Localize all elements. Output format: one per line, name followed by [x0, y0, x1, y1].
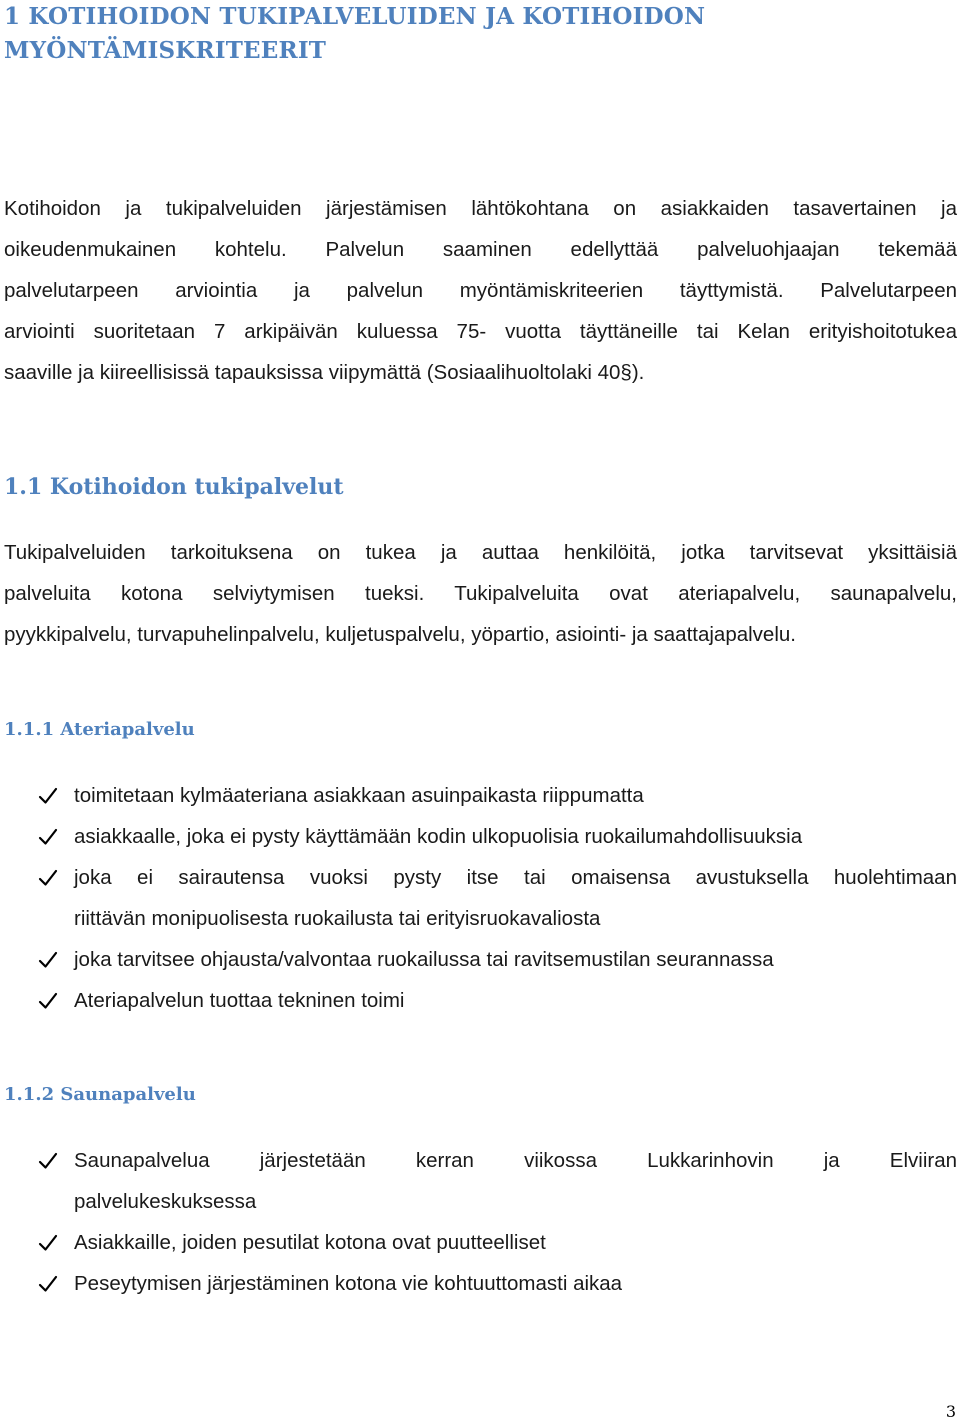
section-heading-kotihoidon-tukipalvelut: 1.1 Kotihoidon tukipalvelut — [4, 474, 344, 500]
list-item-text: Ateriapalvelun tuottaa tekninen toimi — [74, 989, 405, 1012]
check-icon — [38, 1140, 60, 1181]
check-icon — [38, 939, 60, 980]
list-item — [4, 857, 957, 939]
list-item-text: joka ei sairautensa vuoksi pysty itse tai omaisensa avustuksella huolehtimaan — [74, 866, 957, 889]
list-item — [4, 775, 957, 816]
ateriapalvelu-list — [4, 775, 957, 1021]
list-item — [4, 1263, 957, 1304]
intro-line: oikeudenmukainen kohtelu. Palvelun saaminen edellyttää palveluohjaajan tekemää — [4, 238, 957, 261]
intro-line: arviointi suoritetaan 7 arkipäivän kuluessa 75- vuotta täyttäneille tai Kelan erityishoitotukea — [4, 320, 957, 343]
section-heading-ateriapalvelu: 1.1.1 Ateriapalvelu — [4, 719, 195, 740]
list-item-text: asiakkaalle, joka ei pysty käyttämään kodin ulkopuolisia ruokailumahdollisuuksia — [74, 825, 803, 848]
list-item-text: Asiakkaille, joiden pesutilat kotona ovat puutteelliset — [74, 1231, 546, 1254]
page-title — [4, 0, 944, 68]
intro-line: palvelutarpeen arviointia ja palvelun myöntämiskriteerien täyttymistä. Palvelutarpeen — [4, 279, 957, 302]
check-icon — [38, 857, 60, 898]
list-item — [4, 939, 957, 980]
intro-paragraph — [4, 188, 957, 393]
list-item — [4, 816, 957, 857]
list-item — [4, 1140, 957, 1222]
check-icon — [38, 816, 60, 857]
tukipalvelut-line: palveluita kotona selviytymisen tueksi. Tukipalveluita ovat ateriapalvelu, saunapalvelu, — [4, 582, 957, 605]
page-number: 3 — [945, 1402, 956, 1421]
list-item — [4, 1222, 957, 1263]
check-icon — [38, 1222, 60, 1263]
list-item-text: riittävän monipuolisesta ruokailusta tai erityisruokavaliosta — [74, 907, 601, 930]
list-item-text: Peseytymisen järjestäminen kotona vie kohtuuttomasti aikaa — [74, 1272, 623, 1295]
saunapalvelu-list — [4, 1140, 957, 1304]
list-item-text: joka tarvitsee ohjausta/valvontaa ruokailussa tai ravitsemustilan seurannassa — [74, 948, 774, 971]
check-icon — [38, 775, 60, 816]
intro-line: Kotihoidon ja tukipalveluiden järjestämisen lähtökohtana on asiakkaiden tasavertainen ja — [4, 197, 957, 220]
tukipalvelut-line: pyykkipalvelu, turvapuhelinpalvelu, kuljetuspalvelu, yöpartio, asiointi- ja saattajapalvelu. — [4, 623, 796, 646]
intro-line: saaville ja kiireellisissä tapauksissa viipymättä (Sosiaalihuoltolaki 40§). — [4, 361, 645, 384]
tukipalvelut-paragraph — [4, 532, 957, 655]
tukipalvelut-line: Tukipalveluiden tarkoituksena on tukea ja auttaa henkilöitä, jotka tarvitsevat yksittäisiä — [4, 541, 957, 564]
page-title-line-1: 1 KOTIHOIDON TUKIPALVELUIDEN JA KOTIHOIDON — [4, 3, 706, 30]
list-item — [4, 980, 957, 1021]
check-icon — [38, 980, 60, 1021]
page-title-line-2: MYÖNTÄMISKRITEERIT — [4, 37, 327, 64]
section-heading-saunapalvelu: 1.1.2 Saunapalvelu — [4, 1084, 196, 1105]
list-item-text: toimitetaan kylmäateriana asiakkaan asuinpaikasta riippumatta — [74, 784, 644, 807]
check-icon — [38, 1263, 60, 1304]
list-item-text: Saunapalvelua järjestetään kerran viikossa Lukkarinhovin ja Elviiran — [74, 1149, 957, 1172]
list-item-text: palvelukeskuksessa — [74, 1190, 257, 1213]
